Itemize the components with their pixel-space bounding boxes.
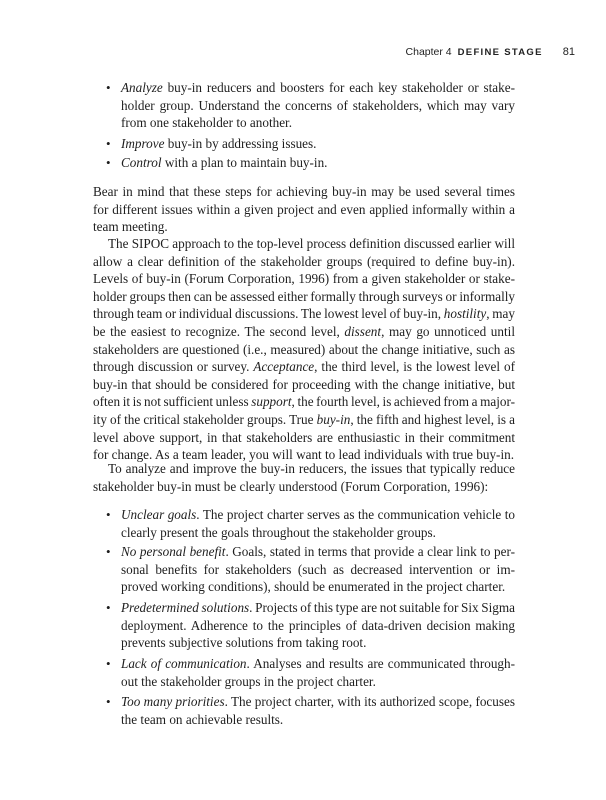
text-line: [121, 673, 515, 691]
text-run: for change. As a team leader, you will want to lead individuals with true buy-in.: [93, 447, 514, 463]
text-line-content: [121, 135, 316, 153]
emphasis-term: buy-in: [316, 412, 351, 427]
emphasis-term: dissent: [344, 324, 382, 339]
text-line: [121, 561, 515, 579]
text-run: level above support, in that stakeholders are enthusiastic in their commitment: [93, 429, 515, 445]
text-run: through team or individual discussions. The lowest level of buy-in,: [93, 306, 444, 322]
text-line-content: [121, 711, 283, 729]
text-run: ity of the critical stakeholder groups. True: [93, 412, 317, 427]
text-line: [121, 97, 515, 115]
text-run: , the fifth and highest level, is a: [350, 412, 515, 427]
bullet-icon: •: [106, 507, 111, 522]
text-line-content: [121, 599, 515, 617]
text-line-content: [93, 201, 515, 219]
text-line-content: [93, 393, 515, 411]
text-run: , the fourth level, is achieved from a major-: [291, 394, 515, 410]
text-line: [108, 235, 515, 253]
bullet-icon: •: [106, 544, 111, 559]
text-line: [121, 543, 515, 561]
text-line: [121, 79, 515, 97]
text-run: with a plan to maintain buy-in.: [161, 155, 328, 170]
bullet-icon: •: [106, 694, 111, 709]
text-line-content: [93, 341, 515, 359]
text-line: [121, 114, 515, 132]
text-line-content: [93, 376, 515, 394]
text-run: , may go unnoticed until: [381, 324, 515, 339]
text-line: [93, 376, 515, 394]
text-line-content: [93, 288, 515, 306]
text-run: . The project charter, with its authorized scope, focuses: [224, 694, 515, 709]
text-line-content: [121, 634, 366, 652]
bullet-icon: •: [106, 656, 111, 671]
text-line: [93, 478, 515, 496]
bullet-icon: •: [106, 600, 111, 615]
text-run: out the stakeholder groups in the project charter.: [121, 673, 376, 689]
text-line: [121, 599, 515, 617]
text-run: The SIPOC approach to the top-level process definition discussed earlier will: [108, 236, 515, 251]
text-run: holder group. Understand the concerns of stakeholders, which may vary: [121, 97, 515, 113]
text-line: [121, 506, 515, 524]
text-line-content: [121, 561, 515, 579]
emphasis-term: support: [251, 394, 292, 410]
emphasis-term: No personal benefit: [121, 544, 226, 559]
text-line-content: [121, 154, 327, 172]
text-line: [93, 341, 515, 359]
text-line: [93, 305, 515, 323]
text-line-content: [93, 218, 168, 236]
text-line: [121, 655, 515, 673]
text-run: To analyze and improve the buy-in reducers, the issues that typically reduce: [108, 461, 515, 476]
text-line: [93, 358, 515, 376]
running-header: [406, 44, 575, 60]
emphasis-term: Lack of communication: [121, 656, 247, 671]
bullet-icon: •: [106, 80, 111, 95]
text-run: often it is not sufficient unless: [93, 394, 252, 410]
text-line-content: [108, 460, 515, 478]
text-line-content: [121, 79, 515, 97]
text-run: prevents subjective solutions from taking root.: [121, 635, 367, 651]
text-run: for different issues within a given project and even applied informally within a: [93, 201, 515, 217]
chapter-label: Chapter 4: [405, 46, 452, 58]
text-line: [93, 183, 515, 201]
text-line: [93, 411, 515, 429]
text-run: proved working conditions), should be enumerated in the project charter.: [121, 579, 506, 595]
text-run: , the third level, is the lowest level of: [314, 359, 515, 375]
text-line-content: [121, 673, 376, 691]
text-line: [108, 460, 515, 478]
text-line-content: [93, 478, 488, 496]
text-run: buy-in that should be considered for proceeding with the change initiative, but: [93, 376, 515, 392]
section-title: DEFINE STAGE: [457, 47, 543, 58]
text-run: clearly present the goals throughout the stakeholder groups.: [121, 524, 436, 540]
text-line: [121, 154, 515, 172]
text-line: [93, 201, 515, 219]
text-run: buy-in by addressing issues.: [164, 136, 317, 151]
emphasis-term: Predetermined solutions: [121, 600, 250, 615]
text-run: Levels of buy-in (Forum Corporation, 1996) from a given stakeholder or stake-: [93, 271, 515, 287]
text-run: team meeting.: [93, 219, 168, 235]
text-line-content: [121, 524, 436, 542]
emphasis-term: Analyze: [121, 80, 163, 95]
emphasis-term: Too many priorities: [121, 694, 225, 709]
text-line-content: [121, 655, 515, 673]
text-line-content: [121, 506, 515, 524]
text-run: stakeholders are questioned (i.e., measured) about the change initiative, such as: [93, 341, 515, 357]
text-run: be the easiest to recognize. The second level,: [93, 324, 345, 339]
text-line-content: [93, 305, 515, 323]
text-line: [93, 218, 515, 236]
text-run: . Goals, stated in terms that provide a clear link to per-: [225, 544, 515, 559]
text-line: [121, 634, 515, 652]
text-run: Bear in mind that these steps for achieving buy-in may be used several times: [93, 184, 515, 199]
text-line: [93, 323, 515, 341]
text-line-content: [93, 183, 515, 201]
text-run: allow a clear definition of the stakeholder groups (required to define buy-in).: [93, 253, 515, 269]
text-run: . The project charter serves as the communication vehicle to: [196, 507, 515, 522]
text-line-content: [121, 114, 292, 132]
bullet-icon: •: [106, 136, 111, 151]
text-line-content: [121, 97, 515, 115]
text-line-content: [93, 270, 515, 288]
text-line-content: [108, 235, 515, 253]
text-line: [121, 524, 515, 542]
text-line-content: [93, 253, 515, 271]
text-run: stakeholder buy-in must be clearly understood (Forum Corporation, 1996):: [93, 478, 489, 494]
text-line: [121, 135, 515, 153]
text-run: sonal benefits for stakeholders (such as decreased intervention or im-: [121, 561, 515, 577]
text-line: [93, 288, 515, 306]
text-line: [121, 578, 515, 596]
page-number: 81: [562, 46, 575, 58]
text-run: , may: [486, 306, 515, 322]
text-line-content: [93, 358, 515, 376]
text-line: [121, 711, 515, 729]
text-line: [121, 617, 515, 635]
text-line-content: [93, 429, 515, 447]
text-run: from one stakeholder to another.: [121, 115, 293, 131]
text-line: [93, 253, 515, 271]
text-line: [121, 693, 515, 711]
text-line-content: [121, 617, 515, 635]
text-line-content: [121, 693, 515, 711]
text-line-content: [121, 578, 505, 596]
text-run: . Projects of this type are not suitable for Six Sigma: [249, 600, 515, 615]
text-line-content: [93, 411, 515, 429]
text-run: . Analyses and results are communicated through-: [246, 656, 515, 671]
text-line: [93, 270, 515, 288]
emphasis-term: Improve: [121, 136, 165, 151]
text-line: [93, 393, 515, 411]
emphasis-term: hostility: [443, 306, 487, 322]
text-run: deployment. Adherence to the principles of data-driven decision making: [121, 617, 515, 633]
text-run: buy-in reducers and boosters for each key stakeholder or stake-: [162, 80, 515, 95]
text-run: the team on achievable results.: [121, 711, 284, 727]
bullet-icon: •: [106, 155, 111, 170]
emphasis-term: Unclear goals: [121, 507, 197, 522]
text-line: [93, 429, 515, 447]
text-run: through discussion or survey.: [93, 359, 254, 375]
text-line-content: [93, 323, 515, 341]
text-run: holder groups then can be assessed either formally through surveys or informally: [93, 288, 515, 304]
emphasis-term: Acceptance: [253, 359, 315, 375]
text-line-content: [121, 543, 515, 561]
emphasis-term: Control: [121, 155, 162, 170]
